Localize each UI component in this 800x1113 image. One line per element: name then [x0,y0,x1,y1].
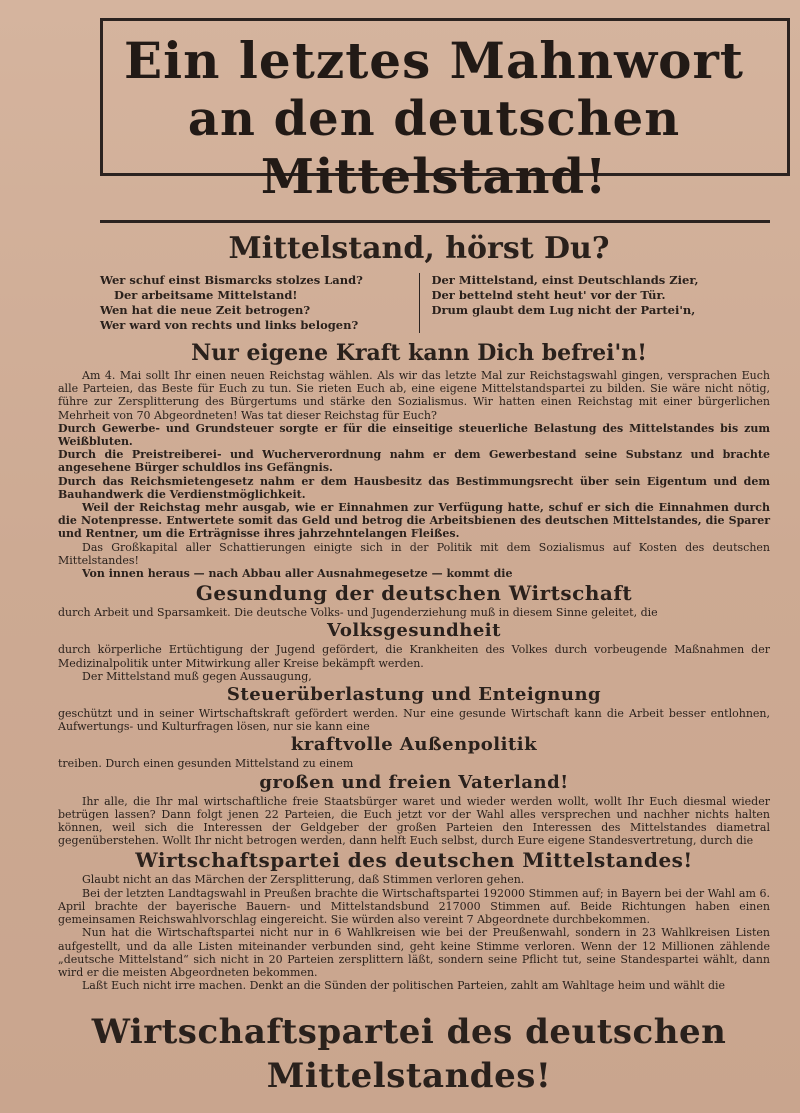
verse-line: Der bettelnd steht heut' vor der Tür. [431,288,666,302]
heading-partei: Wirtschaftspartei des deutschen Mittelstandes! [135,848,693,873]
verse-line: Drum glaubt dem Lug nicht der Partei'n, [431,303,696,317]
divider [100,220,770,223]
paragraph: treiben. Durch einen gesunden Mittelstand zu einem [58,757,354,771]
paragraph: durch körperliche Ertüchtigung der Jugend gefördert, die Krankheiten des Volkes durch vorbeugende Maßnahmen der Medizinalpolitik unter Mitwirkung aller Kreise bekämpft werden. [58,643,770,670]
paragraph: Weil der Reichstag mehr ausgab, wie er Einnahmen zur Verfügung hatte, schuf er sich die Einnahmen durch die Notenpresse. Entwertete somit das Geld und betrog die Arbeitsbienen des deutschen Mittelstandes, die Sparer und Rentner, um die Erträgnisse ihres jahrzehntelangen Fleißes. [58,501,770,541]
verse-line: Wer schuf einst Bismarcks stolzes Land? [100,273,363,287]
paragraph: Glaubt nicht an das Märchen der Zersplitterung, daß Stimmen verloren gehen. [82,873,525,887]
verse-block [88,273,750,333]
headline-line-2: an den deutschen Mittelstand! [187,91,681,205]
paragraph: Der Mittelstand muß gegen Aussaugung, [82,669,312,683]
verse-left [88,273,419,333]
verse-line: Der Mittelstand, einst Deutschlands Zier, [431,273,699,287]
paragraph: Durch das Reichsmietengesetz nahm er dem Hausbesitz das Bestimmungsrecht über sein Eigentum und dem Bauhandwerk die Verdienstmöglichkeit. [58,474,770,501]
closing-slogan: Wirtschaftspartei des deutschen Mittelstandes! [91,1012,727,1097]
heading-volksgesundheit: Volksgesundheit [327,620,501,642]
heading-wirtschaft: Gesundung der deutschen Wirtschaft [195,581,633,606]
paragraph: Von innen heraus — nach Abbau aller Ausnahmegesetze — kommt die [82,567,513,581]
paragraph: geschützt und in seiner Wirtschaftskraft gefördert werden. Nur eine gesunde Wirtschaft kann die Arbeit besser entlohnen, Aufwertungs- und Kulturfragen lösen, nur sie kann eine [58,707,770,734]
paragraph: Durch Gewerbe- und Grundsteuer sorgte er für die einseitige steuerliche Belastung des Mittelstandes bis zum Weißbluten. [58,421,770,449]
paragraph: Bei der letzten Landtagswahl in Preußen brachte die Wirtschaftspartei 192000 Stimmen auf; in Bayern bei der Wahl am 6. April brachte der bayerische Bauern- und Mittelstandsbund 217000 Stimmen auf. Beide Richtungen haben einen gemeinsamen Reichswahlvorschlag eingereicht. Sie würden also vereint 7 Abgeordnete durchbekommen. [58,886,770,927]
heading-steuer: Steuerüberlastung und Enteignung [226,684,602,706]
heading-aussenpolitik: kraftvolle Außenpolitik [290,734,538,756]
heading-vaterland: großen und freien Vaterland! [259,771,569,793]
slogan: Nur eigene Kraft kann Dich befrei'n! [191,340,647,366]
subheadline: Mittelstand, hörst Du? [228,231,610,266]
headline-line-1: Ein letztes Mahnwort [124,31,744,90]
verse-right [419,273,751,333]
verse-line: Wen hat die neue Zeit betrogen? [100,303,311,317]
verse-line: Der arbeitsame Mittelstand! [114,288,298,302]
paragraph: Nun hat die Wirtschaftspartei nicht nur in 6 Wahlkreisen wie bei der Preußenwahl, sondern in 23 Wahlkreisen Listen aufgestellt, und da alle Listen miteinander verbunden sind, geht keine Stimme verloren. Wenn der 12 Millionen zählende „deutsche Mittelstand“ sich nicht in 20 Parteien zersplittern läßt, sondern seine Pflicht tut, seine Standespartei wählt, dann wird er die meisten Abgeordneten bekommen. [58,926,770,979]
paragraph: Laßt Euch nicht irre machen. Denkt an die Sünden der politischen Parteien, zahlt am Wahltage heim und wählt die [82,979,726,993]
paragraph: durch Arbeit und Sparsamkeit. Die deutsche Volks- und Jugenderziehung muß in diesem Sinne geleitet, die [58,606,658,620]
paragraph: Am 4. Mai sollt Ihr einen neuen Reichstag wählen. Als wir das letzte Mal zur Reichstagswahl gingen, versprachen Euch alle Parteien, das Beste für Euch zu tun. Sie rieten Euch ab, eine eigene Mittelstandspartei zu bilden. Sie wäre nicht nötig, führe zur Zersplitterung des Bürgertums und stärke den Sozialismus. Wir hatten einen Reichstag mit einer bürgerlichen Mehrheit von 70 Abgeordneten! Was tat dieser Reichstag für Euch? [58,369,770,422]
paragraph: Ihr alle, die Ihr mal wirtschaftliche freie Staatsbürger waret und wieder werden wollt, wollt Ihr Euch diesmal wieder betrügen lassen? Dann folgt jenen 22 Parteien, die Euch jetzt vor der Wahl alles versprechen und nachher nichts halten können, weil sich die Interessen der Geldgeber der großen Parteien den Interessen des Mittelstandes diametral gegenüberstehen. Wollt Ihr nicht betrogen werden, dann helft Euch selbst, durch Eure eigene Standesvertretung, durch die [58,794,770,848]
paragraph: Das Großkapital aller Schattierungen einigte sich in der Politik mit dem Sozialismus auf Kosten des deutschen Mittelstandes! [58,540,770,567]
paragraph: Durch die Preistreiberei- und Wucherverordnung nahm er dem Gewerbestand seine Substanz und brachte angesehene Bürger schuldlos ins Gefängnis. [58,448,770,475]
verse-line: Wer ward von rechts und links belogen? [100,318,359,332]
